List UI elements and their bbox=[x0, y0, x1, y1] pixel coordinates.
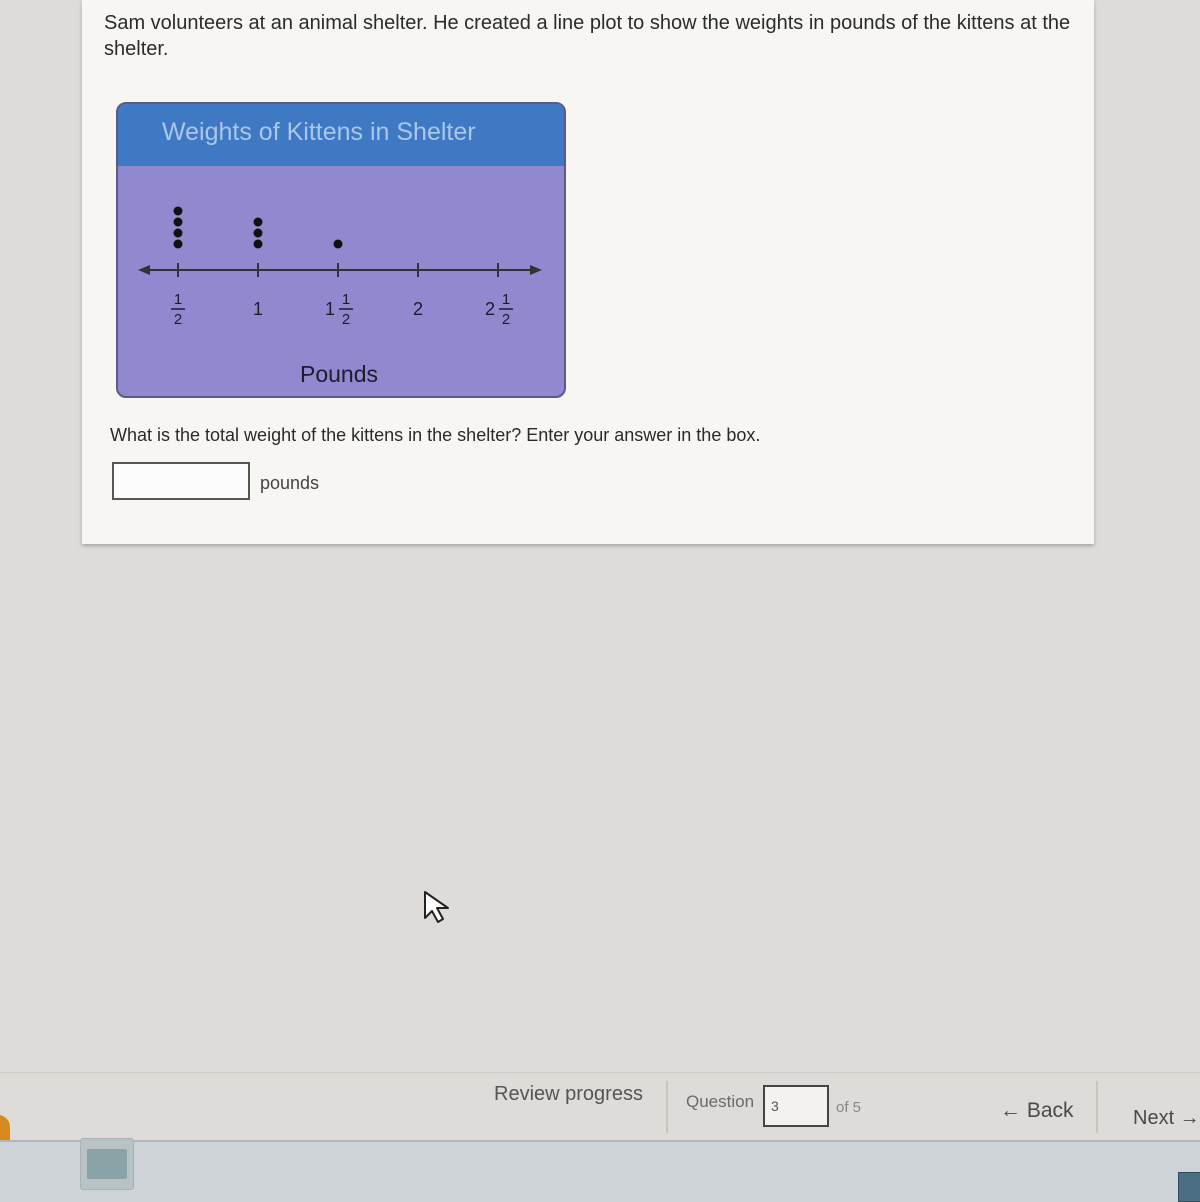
tick-label-whole: 2 bbox=[412, 299, 424, 319]
footer-divider bbox=[666, 1081, 668, 1133]
taskbar bbox=[0, 1140, 1200, 1202]
axis-arrow-right bbox=[530, 265, 542, 275]
navigation-bar bbox=[0, 1072, 1200, 1141]
answer-unit-label: pounds bbox=[260, 473, 320, 493]
tick-label-numerator: 1 bbox=[173, 291, 183, 308]
data-dot bbox=[254, 240, 263, 249]
x-axis-label: Pounds bbox=[299, 361, 379, 387]
answer-input[interactable] bbox=[112, 462, 250, 500]
tick-label-whole: 1 bbox=[252, 299, 264, 319]
tick-label-numerator: 1 bbox=[341, 291, 351, 308]
taskbar-app-icon[interactable] bbox=[80, 1138, 134, 1190]
plot-title: Weights of Kittens in Shelter bbox=[118, 104, 564, 166]
tick-label-whole: 2 bbox=[484, 299, 496, 319]
next-button[interactable]: Next → bbox=[1133, 1107, 1200, 1129]
data-dot bbox=[174, 218, 183, 227]
review-progress-link[interactable]: Review progress bbox=[494, 1083, 643, 1105]
tick-label bbox=[325, 291, 353, 328]
question-number-field[interactable] bbox=[763, 1085, 829, 1127]
taskbar-app-glyph bbox=[87, 1149, 127, 1179]
data-dot bbox=[174, 229, 183, 238]
line-plot bbox=[116, 102, 566, 398]
tick-label-denominator: 2 bbox=[341, 311, 351, 328]
mouse-cursor-icon bbox=[423, 890, 455, 924]
tick-label bbox=[253, 299, 263, 319]
data-dot bbox=[174, 240, 183, 249]
tick-label-denominator: 2 bbox=[173, 311, 183, 328]
tick-label bbox=[485, 291, 513, 328]
system-tray-icon[interactable] bbox=[1178, 1172, 1200, 1202]
question-total: of 5 bbox=[836, 1099, 862, 1116]
tick-label bbox=[413, 299, 423, 319]
answer-question: What is the total weight of the kittens in the shelter? Enter your answer in the box. bbox=[110, 425, 761, 445]
axis-arrow-left bbox=[138, 265, 150, 275]
tick-label-whole: 1 bbox=[324, 299, 336, 319]
data-dot bbox=[254, 229, 263, 238]
tick-label-numerator: 1 bbox=[501, 291, 511, 308]
footer-divider bbox=[1096, 1081, 1098, 1133]
back-button[interactable]: ← Back bbox=[1000, 1099, 1074, 1122]
question-card bbox=[82, 0, 1094, 544]
question-label: Question bbox=[686, 1092, 755, 1111]
plot-area bbox=[118, 166, 564, 396]
data-dot bbox=[254, 218, 263, 227]
data-dot bbox=[334, 240, 343, 249]
question-prompt: Sam volunteers at an animal shelter. He created a line plot to show the weights in pounds of the kittens at the shelter. bbox=[104, 12, 1071, 60]
data-dot bbox=[174, 207, 183, 216]
tick-label-denominator: 2 bbox=[501, 311, 511, 328]
tick-label bbox=[171, 291, 185, 328]
